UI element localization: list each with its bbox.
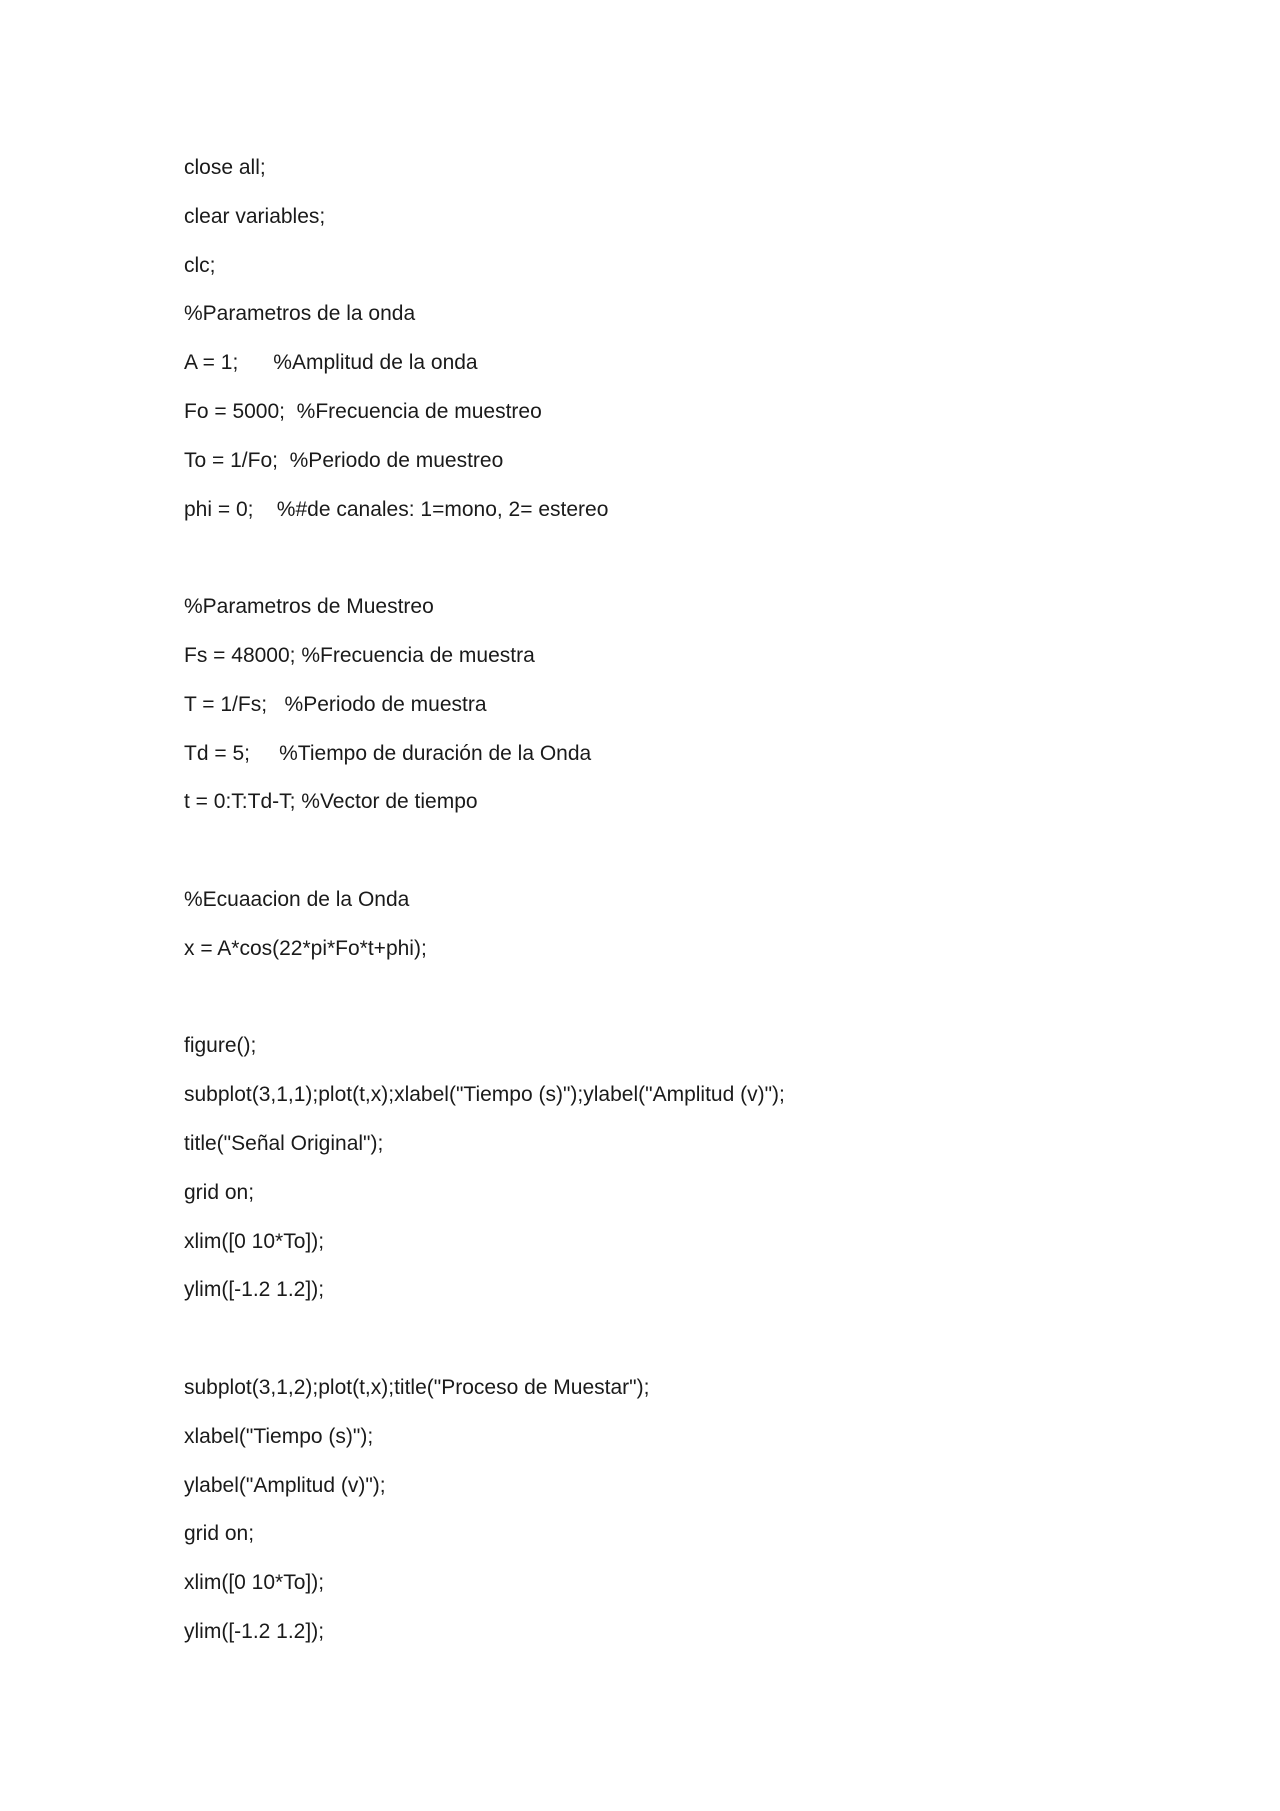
- code-line: figure();: [184, 1034, 257, 1058]
- code-line: To = 1/Fo; %Periodo de muestreo: [184, 448, 504, 472]
- code-line: ylabel("Amplitud (v)");: [184, 1473, 386, 1497]
- blank-line: [184, 827, 1184, 876]
- code-line: title("Señal Original");: [184, 1131, 384, 1155]
- code-line: grid on;: [184, 1180, 255, 1204]
- code-line: Fs = 48000; %Frecuencia de muestra: [184, 643, 535, 667]
- document-page: [184, 144, 1184, 1657]
- code-line: A = 1; %Amplitud de la onda: [184, 351, 478, 375]
- code-line: t = 0:T:Td-T; %Vector de tiempo: [184, 790, 478, 814]
- code-line: xlim([0 10*To]);: [184, 1571, 325, 1595]
- blank-line: [184, 534, 1184, 583]
- code-line: %Ecuaacion de la Onda: [184, 887, 410, 911]
- code-line: subplot(3,1,1);plot(t,x);xlabel("Tiempo (s)");ylabel("Amplitud (v)");: [184, 1083, 785, 1107]
- code-line: Td = 5; %Tiempo de duración de la Onda: [184, 741, 592, 765]
- code-line: T = 1/Fs; %Periodo de muestra: [184, 692, 487, 716]
- code-line: subplot(3,1,2);plot(t,x);title("Proceso de Muestar");: [184, 1375, 650, 1399]
- code-line: Fo = 5000; %Frecuencia de muestreo: [184, 399, 542, 423]
- code-line: %Parametros de Muestreo: [184, 595, 434, 619]
- code-line: clc;: [184, 253, 216, 277]
- code-line: %Parametros de la onda: [184, 302, 416, 326]
- blank-line: [184, 1315, 1184, 1364]
- code-line: clear variables;: [184, 204, 326, 228]
- code-line: close all;: [184, 156, 266, 179]
- blank-line: [184, 974, 1184, 1023]
- code-line: grid on;: [184, 1522, 255, 1546]
- code-line: xlabel("Tiempo (s)");: [184, 1424, 374, 1448]
- code-line: xlim([0 10*To]);: [184, 1229, 325, 1253]
- code-line: phi = 0; %#de canales: 1=mono, 2= estereo: [184, 497, 609, 521]
- code-line: ylim([-1.2 1.2]);: [184, 1278, 325, 1302]
- code-line: ylim([-1.2 1.2]);: [184, 1619, 325, 1643]
- code-line: x = A*cos(22*pi*Fo*t+phi);: [184, 936, 427, 960]
